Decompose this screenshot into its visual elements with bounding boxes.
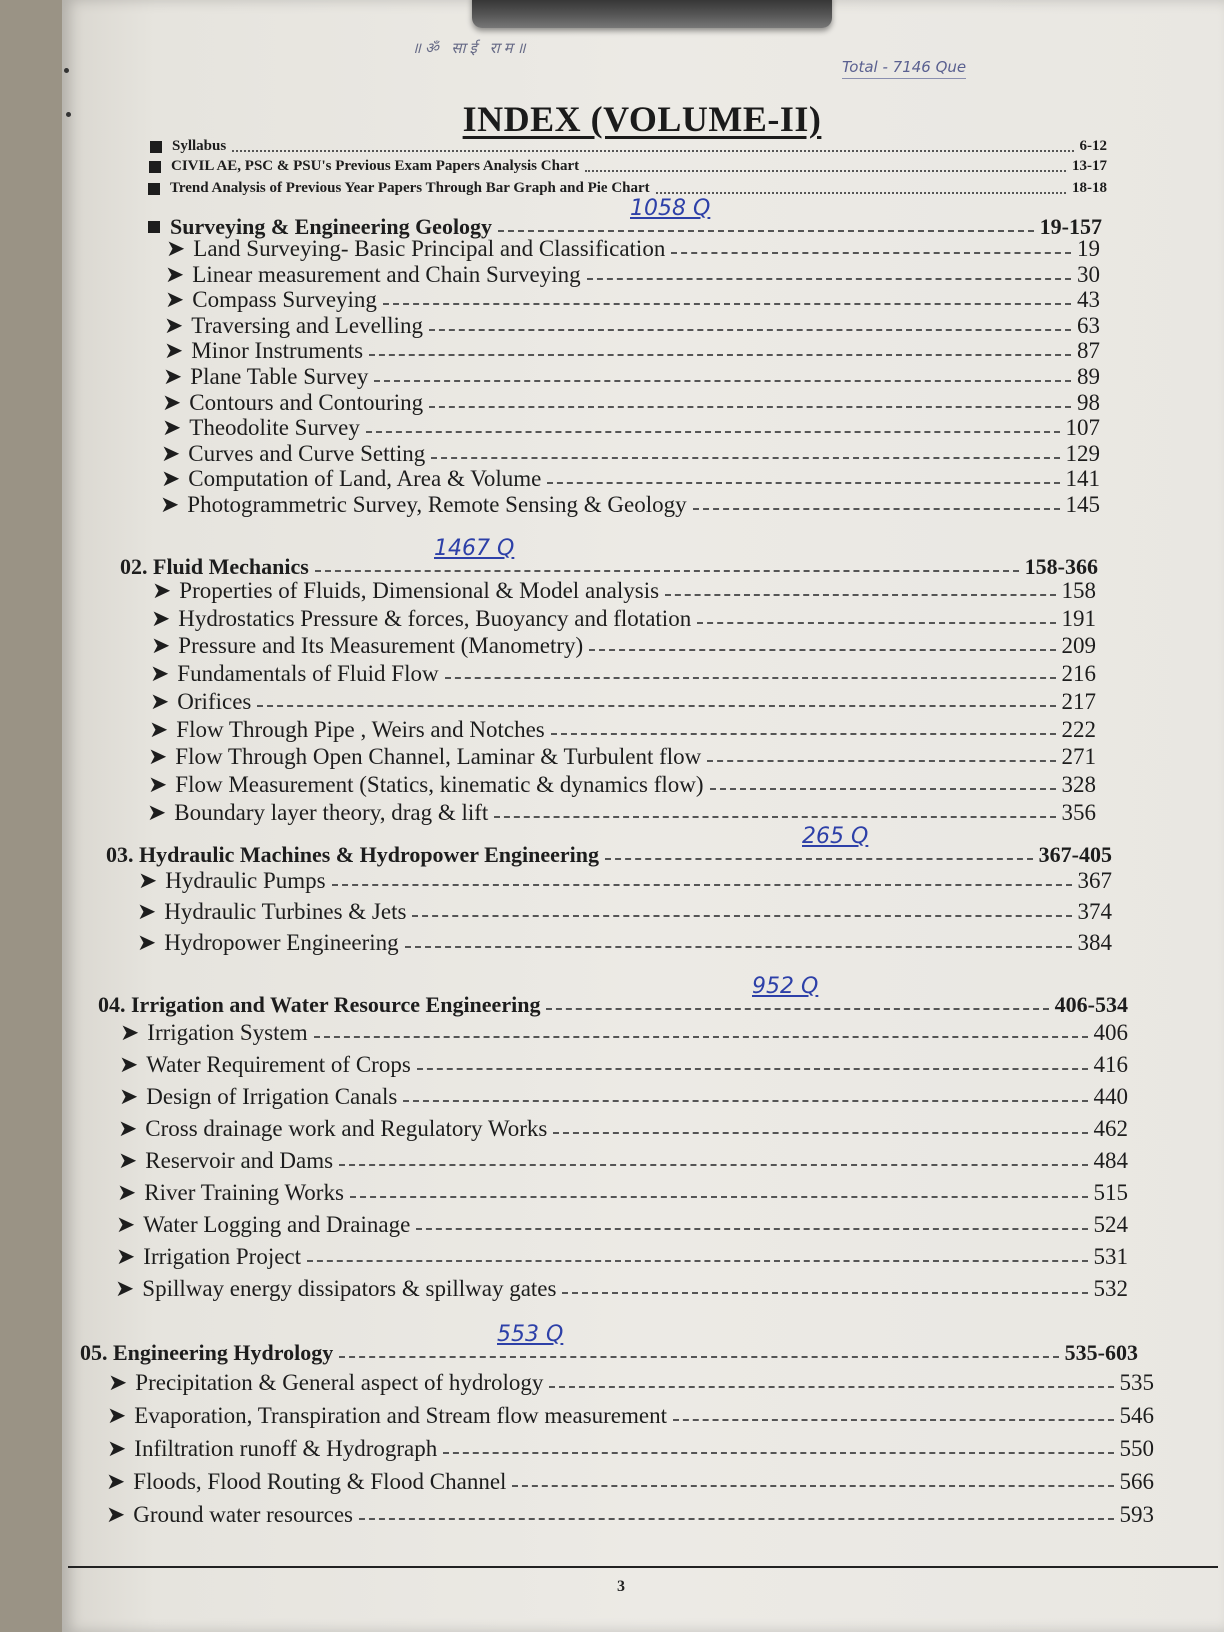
topic-item-label: Flow Measurement (Statics, kinematic & dynamics flow) [175,772,704,797]
topic-item-page: 217 [1061,689,1096,714]
page-number: 3 [617,1578,625,1595]
topic-item [108,1370,1154,1396]
prelim-item [149,158,1107,175]
leader-line [671,252,1071,254]
leader-line [710,788,1056,790]
topic-item [165,287,1100,313]
square-bullet-icon [148,183,160,195]
topic-item [150,661,1096,687]
topic-item-label: Ground water resources [133,1502,353,1527]
arrow-bullet-icon: ➤ [162,415,182,440]
topic-item-label: Hydrostatics Pressure & forces, Buoyancy and flotation [178,606,692,631]
section-heading-page: 406-534 [1054,992,1128,1017]
section-heading-label: 03. Hydraulic Machines & Hydropower Engineering [106,842,599,867]
prelim-item-label: CIVIL AE, PSC & PSU's Previous Exam Papers Analysis Chart [171,158,580,174]
topic-item [165,262,1100,288]
topic-item-page: 19 [1077,236,1100,261]
topic-item [161,466,1100,492]
topic-item [162,415,1100,441]
topic-item [152,578,1096,604]
topic-item-page: 30 [1077,262,1100,287]
topic-item [116,1244,1128,1270]
section-heading-label: Surveying & Engineering Geology [170,214,493,239]
topic-item [148,744,1096,770]
topic-item [164,313,1100,339]
index-page [62,0,1224,1632]
topic-item [119,1052,1128,1078]
topic-item-label: Properties of Fluids, Dimensional & Model analysis [179,578,660,603]
topic-item-page: 328 [1061,772,1096,797]
square-bullet-icon [150,141,162,153]
topic-item-page: 271 [1061,744,1096,769]
topic-item-page: 535 [1119,1370,1154,1395]
leader-line [587,278,1071,280]
topic-item [151,606,1096,632]
punch-mark [64,68,69,73]
binder-clip [472,0,832,28]
leader-line [366,431,1060,433]
leader-line [498,230,1034,232]
topic-item-label: Irrigation System [147,1020,308,1045]
arrow-bullet-icon: ➤ [150,661,170,686]
leader-line [403,1100,1087,1102]
topic-item-page: 550 [1119,1436,1154,1461]
arrow-bullet-icon: ➤ [116,1244,136,1269]
topic-item-page: 484 [1093,1148,1128,1173]
topic-item [164,338,1100,364]
leader-line [553,1132,1087,1134]
prelim-item [148,180,1107,197]
leader-line [307,1260,1087,1262]
arrow-bullet-icon: ➤ [166,236,186,261]
leader-line [673,1419,1114,1421]
topic-item-label: Curves and Curve Setting [188,441,426,466]
footer-divider [68,1566,1218,1568]
arrow-bullet-icon: ➤ [164,338,184,363]
arrow-bullet-icon: ➤ [160,492,180,517]
topic-item-label: Orifices [177,689,252,714]
prelim-item-page: 18-18 [1072,180,1107,196]
topic-item-label: Flow Through Pipe , Weirs and Notches [176,717,545,742]
topic-item-label: Irrigation Project [143,1244,302,1269]
topic-item-page: 191 [1061,606,1096,631]
section-heading-label: 02. Fluid Mechanics [120,554,309,579]
arrow-bullet-icon: ➤ [120,1020,140,1045]
section-heading [120,554,1098,580]
arrow-bullet-icon: ➤ [151,633,171,658]
topic-item [118,1148,1128,1174]
arrow-bullet-icon: ➤ [148,772,168,797]
topic-item [118,1116,1128,1142]
leader-line [369,354,1071,356]
topic-item-page: 566 [1119,1469,1154,1494]
leader-line [359,1518,1114,1520]
leader-line [494,816,1055,818]
prelim-item [150,138,1107,155]
topic-item-label: Reservoir and Dams [145,1148,334,1173]
topic-item-page: 462 [1093,1116,1128,1141]
topic-item [148,772,1096,798]
arrow-bullet-icon: ➤ [107,1436,127,1461]
leader-line [339,1164,1087,1166]
leader-line [315,570,1019,572]
topic-item-label: Hydraulic Pumps [165,868,326,893]
square-bullet-icon [148,221,160,233]
topic-item-page: 216 [1061,661,1096,686]
topic-item-page: 63 [1077,313,1100,338]
prelim-item-page: 13-17 [1072,158,1107,174]
prelim-item-label: Trend Analysis of Previous Year Papers Through Bar Graph and Pie Chart [170,180,650,196]
topic-item-label: Fundamentals of Fluid Flow [177,661,439,686]
leader-line [257,705,1055,707]
arrow-bullet-icon: ➤ [164,313,184,338]
arrow-bullet-icon: ➤ [147,800,167,825]
section-heading [98,992,1128,1018]
topic-item-label: Land Surveying- Basic Principal and Classification [193,236,666,261]
topic-item-label: Hydraulic Turbines & Jets [164,899,407,924]
arrow-bullet-icon: ➤ [106,1469,126,1494]
topic-item-label: Traversing and Levelling [191,313,423,338]
topic-item [119,1084,1128,1110]
arrow-bullet-icon: ➤ [162,390,182,415]
arrow-bullet-icon: ➤ [163,364,183,389]
leader-line [232,150,1073,152]
leader-line [707,760,1055,762]
topic-item-page: 209 [1061,633,1096,658]
arrow-bullet-icon: ➤ [148,744,168,769]
topic-item-label: River Training Works [144,1180,344,1205]
topic-item-page: 141 [1065,466,1100,491]
topic-item [149,717,1096,743]
arrow-bullet-icon: ➤ [117,1180,137,1205]
topic-item-page: 222 [1061,717,1096,742]
arrow-bullet-icon: ➤ [161,441,181,466]
prelim-item-page: 6-12 [1079,138,1107,154]
topic-item-page: 593 [1119,1502,1154,1527]
leader-line [512,1485,1113,1487]
topic-item-label: Design of Irrigation Canals [146,1084,398,1109]
section-heading-label: 05. Engineering Hydrology [80,1340,334,1365]
leader-line [665,594,1055,596]
leader-line [443,1452,1113,1454]
page-title: INDEX (VOLUME-II) [462,99,822,139]
leader-line [374,380,1071,382]
topic-item [162,390,1100,416]
handwritten-question-count: 952 Q [752,974,819,999]
topic-item-label: Water Requirement of Crops [146,1052,411,1077]
topic-item [106,1469,1154,1495]
leader-line [405,946,1072,948]
arrow-bullet-icon: ➤ [161,466,181,491]
leader-line [656,192,1066,194]
topic-item-page: 532 [1093,1276,1128,1301]
leader-line [383,303,1071,305]
topic-item-page: 406 [1093,1020,1128,1045]
topic-item-label: Pressure and Its Measurement (Manometry) [178,633,584,658]
arrow-bullet-icon: ➤ [165,262,185,287]
topic-item-page: 546 [1119,1403,1154,1428]
leader-line [429,329,1071,331]
arrow-bullet-icon: ➤ [118,1148,138,1173]
handwritten-question-count: 265 Q [802,824,869,849]
topic-item-label: Cross drainage work and Regulatory Works [145,1116,548,1141]
topic-item-label: Compass Surveying [192,287,377,312]
topic-item-label: Theodolite Survey [189,415,360,440]
topic-item-page: 531 [1093,1244,1128,1269]
topic-item [117,1180,1128,1206]
topic-item-label: Spillway energy dissipators & spillway gates [142,1276,557,1301]
leader-line [551,733,1056,735]
topic-item [160,492,1100,518]
leader-line [431,457,1059,459]
arrow-bullet-icon: ➤ [151,606,171,631]
leader-line [332,884,1072,886]
topic-item [163,364,1100,390]
section-heading-label: 04. Irrigation and Water Resource Engineering [98,992,541,1017]
topic-item-label: Minor Instruments [191,338,364,363]
arrow-bullet-icon: ➤ [108,1370,128,1395]
topic-item-label: Contours and Contouring [189,390,424,415]
topic-item [115,1276,1128,1302]
section-heading-page: 535-603 [1064,1340,1138,1365]
arrow-bullet-icon: ➤ [107,1403,127,1428]
topic-item-page: 374 [1077,899,1112,924]
handwritten-total: Total - 7146 Que [842,58,966,79]
topic-item [161,441,1100,467]
leader-line [547,482,1059,484]
topic-item [137,930,1112,956]
leader-line [562,1292,1087,1294]
leader-line [589,649,1055,651]
prelim-item-label: Syllabus [172,138,227,154]
arrow-bullet-icon: ➤ [119,1084,139,1109]
arrow-bullet-icon: ➤ [119,1052,139,1077]
arrow-bullet-icon: ➤ [165,287,185,312]
leader-line [693,508,1060,510]
topic-item [138,868,1112,894]
handwritten-blessing: ॥ॐ साई राम॥ [412,39,530,57]
section-heading-page: 158-366 [1024,554,1098,579]
topic-item [116,1212,1128,1238]
arrow-bullet-icon: ➤ [116,1212,136,1237]
topic-item [147,800,1096,826]
leader-line [429,406,1071,408]
topic-item-page: 515 [1093,1180,1128,1205]
topic-item-label: Hydropower Engineering [164,930,399,955]
topic-item-label: Boundary layer theory, drag & lift [174,800,489,825]
topic-item-label: Floods, Flood Routing & Flood Channel [133,1469,507,1494]
leader-line [546,1008,1048,1010]
topic-item-page: 158 [1061,578,1096,603]
topic-item [106,1502,1154,1528]
topic-item-label: Water Logging and Drainage [143,1212,411,1237]
leader-line [417,1068,1088,1070]
arrow-bullet-icon: ➤ [137,899,157,924]
arrow-bullet-icon: ➤ [149,717,169,742]
topic-item-label: Evaporation, Transpiration and Stream flow measurement [134,1403,667,1428]
leader-line [314,1036,1088,1038]
leader-line [585,170,1066,172]
section-heading-page: 19-157 [1039,214,1102,239]
arrow-bullet-icon: ➤ [118,1116,138,1141]
leader-line [350,1196,1088,1198]
topic-item [151,633,1096,659]
topic-item-page: 440 [1093,1084,1128,1109]
arrow-bullet-icon: ➤ [106,1502,126,1527]
topic-item [107,1403,1154,1429]
punch-mark [66,112,71,117]
topic-item-page: 416 [1093,1052,1128,1077]
topic-item-page: 384 [1077,930,1112,955]
topic-item [166,236,1100,262]
arrow-bullet-icon: ➤ [115,1276,135,1301]
topic-item-page: 524 [1093,1212,1128,1237]
topic-item-page: 87 [1077,338,1100,363]
topic-item-label: Infiltration runoff & Hydrograph [134,1436,438,1461]
topic-item [120,1020,1128,1046]
leader-line [445,677,1056,679]
topic-item [137,899,1112,925]
topic-item-label: Flow Through Open Channel, Laminar & Turbulent flow [175,744,702,769]
topic-item-page: 356 [1061,800,1096,825]
topic-item-page: 107 [1065,415,1100,440]
leader-line [549,1386,1113,1388]
topic-item [107,1436,1154,1462]
topic-item-page: 89 [1077,364,1100,389]
square-bullet-icon [149,161,161,173]
leader-line [697,622,1055,624]
topic-item-label: Computation of Land, Area & Volume [188,466,542,491]
topic-item [150,689,1096,715]
topic-item-page: 98 [1077,390,1100,415]
handwritten-question-count: 1467 Q [434,536,515,561]
arrow-bullet-icon: ➤ [152,578,172,603]
handwritten-question-count: 1058 Q [630,196,711,221]
section-heading [80,1340,1138,1366]
topic-item-label: Photogrammetric Survey, Remote Sensing & Geology [187,492,687,517]
handwritten-question-count: 553 Q [497,1322,564,1347]
section-heading [106,842,1112,868]
arrow-bullet-icon: ➤ [137,930,157,955]
arrow-bullet-icon: ➤ [138,868,158,893]
section-heading-page: 367-405 [1038,842,1112,867]
topic-item-page: 129 [1065,441,1100,466]
topic-item-page: 145 [1065,492,1100,517]
leader-line [605,858,1033,860]
leader-line [339,1356,1058,1358]
leader-line [412,915,1071,917]
arrow-bullet-icon: ➤ [150,689,170,714]
topic-item-page: 367 [1077,868,1112,893]
topic-item-label: Linear measurement and Chain Surveying [192,262,581,287]
leader-line [416,1228,1087,1230]
topic-item-label: Plane Table Survey [190,364,369,389]
topic-item-page: 43 [1077,287,1100,312]
topic-item-label: Precipitation & General aspect of hydrology [135,1370,544,1395]
